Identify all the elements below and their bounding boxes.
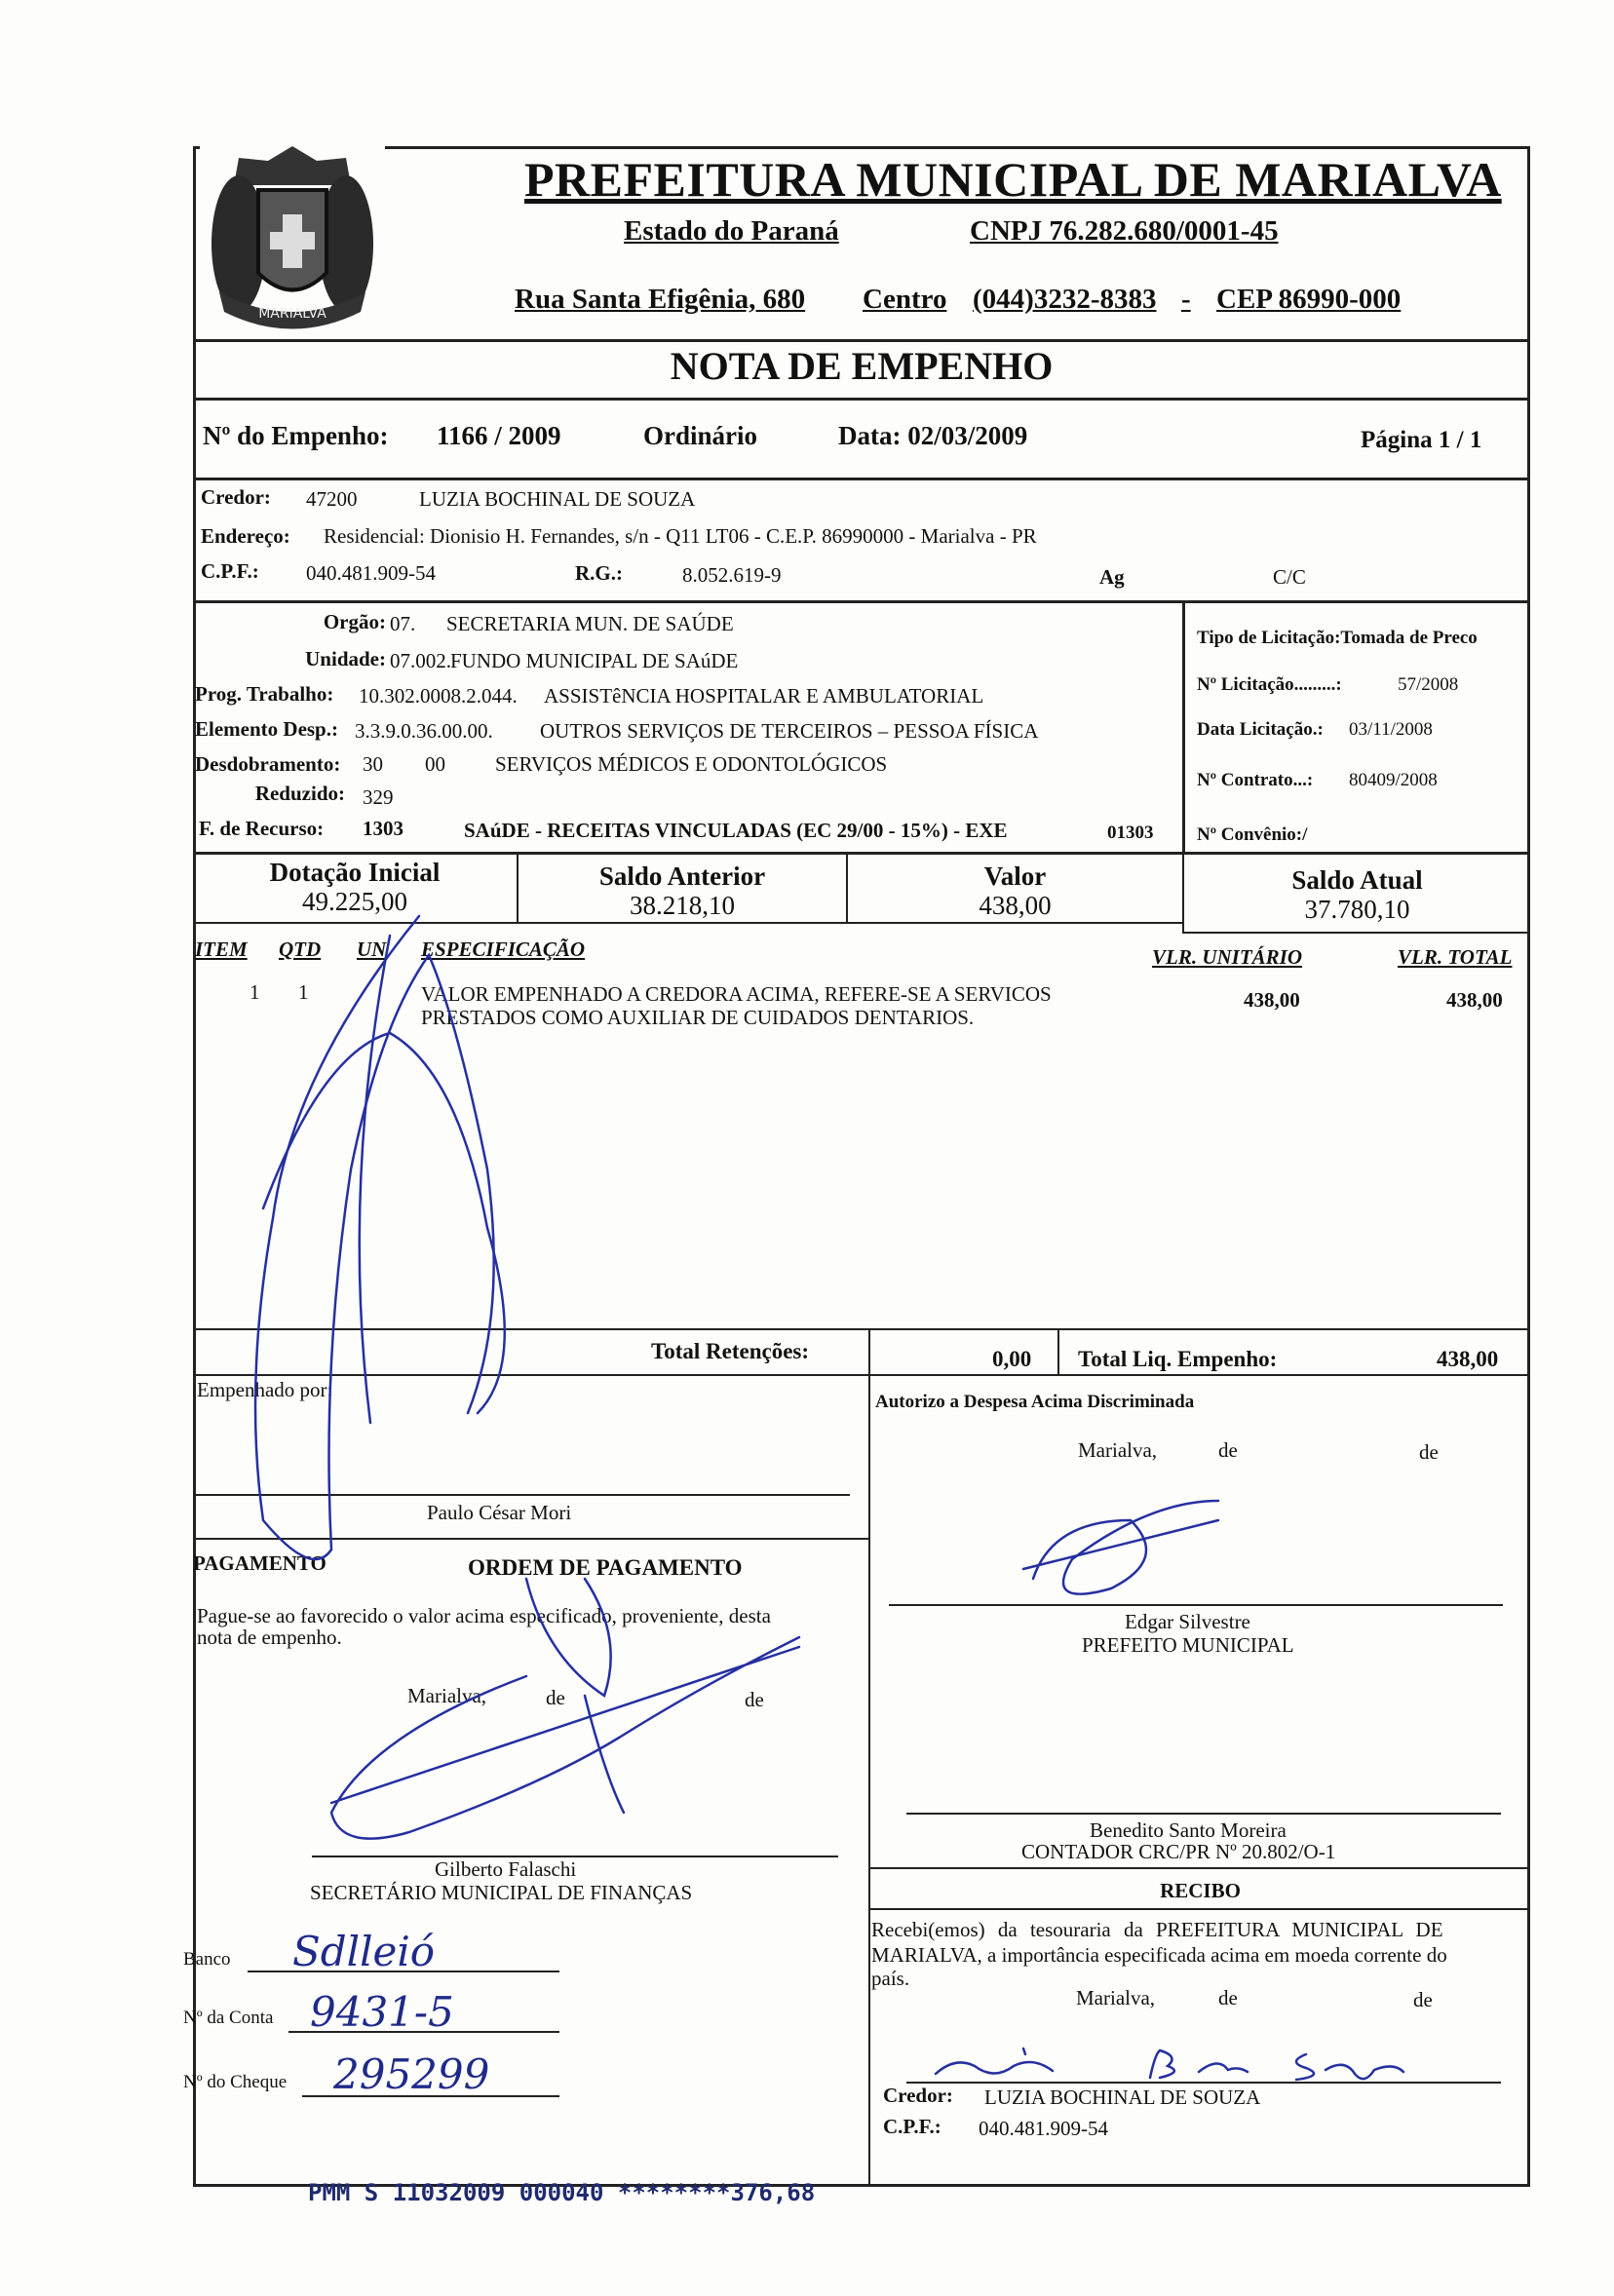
phone-label: (044)3232-8383 [973,284,1157,315]
recibo-text-line2: MARIALVA, a importância especificada acima em moeda corrente do [871,1943,1447,1967]
saldo-anterior-value: 38.218,10 [630,891,735,920]
item-qtd: 1 [298,980,309,1004]
orgao-label: Orgão: [323,610,386,633]
items-header-item: ITEM [195,938,248,961]
contrato-number: 80409/2008 [1349,770,1438,790]
district-label: Centro [863,284,947,315]
address-label: Rua Santa Efigênia, 680 [515,284,806,315]
autorizo-de2: de [1419,1440,1439,1464]
recibo-text-line3: país. [871,1967,910,1990]
recibo-cpf: 040.481.909-54 [979,2117,1108,2140]
reduzido-label: Reduzido: [254,782,345,805]
item-unit-value: 438,00 [1244,988,1300,1012]
prefeito-name: Edgar Silvestre [1125,1610,1250,1633]
conta-value: 9431-5 [310,1988,454,2036]
prefeito-title: PREFEITO MUNICIPAL [1082,1633,1294,1657]
contrato-label: Nº Contrato...: [1197,770,1314,790]
cnpj-label: CNPJ 76.282.680/0001-45 [970,215,1279,247]
address-field-label: Endereço: [201,524,290,548]
licitacao-number: 57/2008 [1398,674,1459,695]
elemento-label: Elemento Desp.: [195,717,338,741]
cc-label: C/C [1273,565,1306,589]
dotacao-value: 49.225,00 [302,887,407,916]
convenio-label: Nº Convênio:/ [1197,824,1308,845]
recurso-label: F. de Recurso: [199,817,325,840]
desdobramento-code1: 30 [363,752,383,776]
tipo-licitacao: Tipo de Licitação:Tomada de Preco [1197,628,1478,648]
valor-value: 438,00 [979,891,1052,920]
recurso-name: SAúDE - RECEITAS VINCULADAS (EC 29/00 - 15%) - EXE [464,819,1008,842]
unidade-name: FUNDO MUNICIPAL DE SAúDE [450,649,739,672]
state-label: Estado do Paraná [624,215,839,247]
credor-name: LUZIA BOCHINAL DE SOUZA [419,487,696,511]
page-title: PREFEITURA MUNICIPAL DE MARIALVA [524,152,1502,207]
svg-text:MARIALVA: MARIALVA [258,306,327,322]
item-description-line1: VALOR EMPENHADO A CREDORA ACIMA, REFERE-SE A SERVICOS [421,982,1052,1006]
items-header-vlr-unitario: VLR. UNITÁRIO [1152,945,1303,969]
autorizo-place: Marialva, [1078,1438,1158,1462]
pague-text-line2: nota de empenho. [197,1626,342,1649]
unidade-code: 07.002. [390,649,451,672]
pague-de1: de [546,1686,565,1709]
recibo-title: RECIBO [1160,1879,1241,1902]
conta-label: Nº da Conta [183,2008,274,2028]
items-header-vlr-total: VLR. TOTAL [1398,945,1513,969]
orgao-code: 07. [390,612,416,635]
recibo-place: Marialva, [1076,1986,1156,2009]
valor-label: Valor [983,861,1047,891]
secretario-name: Gilberto Falaschi [435,1857,577,1881]
empenhado-label: Empenhado por: [197,1378,333,1401]
empenho-number-label: Nº do Empenho: [203,421,389,450]
ordem-pagamento-label: ORDEM DE PAGAMENTO [468,1555,743,1580]
desdobramento-code2: 00 [425,752,445,776]
liq-label: Total Liq. Empenho: [1078,1347,1278,1371]
credor-cpf: 040.481.909-54 [306,561,436,585]
licitacao-date-label: Data Licitação.: [1197,719,1324,740]
recibo-credor-label: Credor: [883,2084,953,2107]
banco-value: Sdlleió [292,1928,436,1975]
document-type-title: NOTA DE EMPENHO [670,344,1054,388]
cheque-value: 295299 [333,2050,490,2098]
pague-text-line1: Pague-se ao favorecido o valor acima especificado, proveniente, desta [197,1604,771,1627]
item-description-line2: PRESTADOS COMO AUXILIAR DE CUIDADOS DENTARIOS. [421,1006,975,1029]
empenho-number: 1166 / 2009 [437,421,561,450]
recurso-code: 1303 [363,817,404,840]
empenhado-name: Paulo César Mori [427,1501,572,1524]
saldo-atual-label: Saldo Atual [1291,865,1423,895]
elemento-name: OUTROS SERVIÇOS DE TERCEIROS – PESSOA FÍSICA [540,719,1039,743]
ag-label: Ag [1099,565,1125,589]
page-number: Página 1 / 1 [1361,427,1482,453]
retencoes-label: Total Retenções: [651,1339,810,1363]
unidade-label: Unidade: [305,647,386,670]
contador-name: Benedito Santo Moreira [1090,1818,1287,1842]
dotacao-label: Dotação Inicial [269,858,441,887]
credor-address: Residencial: Dionisio H. Fernandes, s/n - Q11 LT06 - C.E.P. 86990000 - Marialva - PR [324,524,1037,548]
credor-rg: 8.052.619-9 [682,563,782,587]
desdobramento-label: Desdobramento: [195,752,341,776]
pagamento-label: PAGAMENTO [193,1551,327,1575]
item-number: 1 [250,980,260,1004]
recurso-code2: 01303 [1107,823,1154,843]
empenho-type: Ordinário [643,421,758,450]
autorizo-label: Autorizo a Despesa Acima Discriminada [875,1392,1195,1412]
items-header-un: UN [357,938,387,961]
empenho-date: Data: 02/03/2009 [838,421,1028,450]
elemento-code: 3.3.9.0.36.00.00. [355,719,493,743]
recibo-cpf-label: C.P.F.: [883,2115,942,2138]
items-header-qtd: QTD [279,938,322,961]
recibo-text-line1: Recebi(emos) da tesouraria da PREFEITURA MUNICIPAL DE [871,1918,1443,1941]
footer-stamp: PMM S 11032009 000040 ********376,68 [308,2179,816,2206]
autorizo-de1: de [1218,1438,1238,1462]
pague-place: Marialva, [407,1684,487,1707]
prog-name: ASSISTêNCIA HOSPITALAR E AMBULATORIAL [544,684,984,708]
secretario-title: SECRETÁRIO MUNICIPAL DE FINANÇAS [310,1881,693,1904]
phone-dash: - [1181,284,1191,315]
credor-label: Credor: [201,485,271,509]
recibo-de1: de [1218,1986,1238,2009]
prog-label: Prog. Trabalho: [195,682,334,706]
prog-code: 10.302.0008.2.044. [359,684,518,708]
retencoes-value: 0,00 [992,1347,1032,1371]
saldo-anterior-label: Saldo Anterior [598,861,766,891]
item-total-value: 438,00 [1446,988,1503,1012]
reduzido-value: 329 [363,785,394,809]
credor-code: 47200 [306,487,358,511]
contador-title: CONTADOR CRC/PR Nº 20.802/O-1 [1021,1840,1336,1863]
orgao-name: SECRETARIA MUN. DE SAÚDE [446,612,734,635]
licitacao-date: 03/11/2008 [1349,719,1433,740]
liq-value: 438,00 [1437,1347,1499,1371]
recibo-credor-name: LUZIA BOCHINAL DE SOUZA [984,2086,1261,2109]
items-header-especificacao: ESPECIFICAÇÃO [421,938,586,961]
recibo-de2: de [1413,1988,1433,2011]
cpf-label: C.P.F.: [201,559,259,583]
desdobramento-name: SERVIÇOS MÉDICOS E ODONTOLÓGICOS [495,752,888,776]
saldo-atual-value: 37.780,10 [1304,895,1410,924]
licitacao-number-label: Nº Licitação.........: [1197,674,1342,695]
rg-label: R.G.: [575,561,623,585]
cheque-label: Nº do Cheque [183,2072,288,2092]
cep-label: CEP 86990-000 [1216,284,1402,315]
pague-de2: de [745,1688,764,1711]
banco-label: Banco [183,1949,231,1970]
